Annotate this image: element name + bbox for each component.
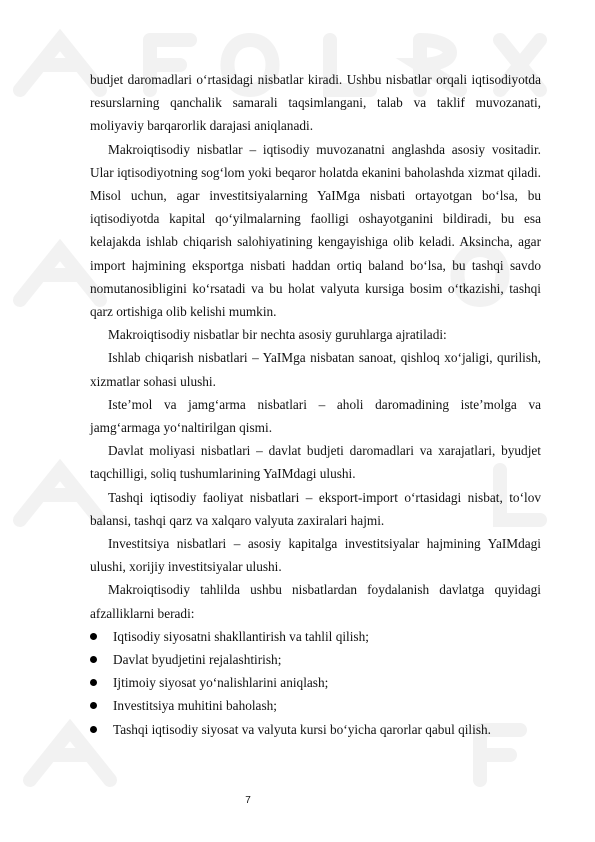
paragraph-macro-ratios-role: Makroiqtisodiy nisbatlar – iqtisodiy muvozanatni anglashda asosiy vositadir. Ular iqtisodiyotning sog‘lom yoki beqaror holatda ekanini baholashda xizmat qiladi. Misol uchun, agar investitsiyalarning YaIMga nisbati ortayotgan bo‘lsa, bu iqtisodiyotda kapital qo‘yilmalarning faolligi oshayotganini bildiradi, bu esa kelajakda ishlab chiqarish salohiyatining kengayishiga olib keladi. Aksincha, agar import hajmining eksportga nisbati haddan ortiq baland bo‘lsa, bu tashqi savdo nomutanosibligini ko‘rsatadi va bu holat valyuta kursiga bosim o‘tkazishi, tashqi qarz ortishiga olib kelishi mumkin. — [90, 141, 541, 320]
paragraph-production-ratios: Ishlab chiqarish nisbatlari – YaIMga nisbatan sanoat, qishloq xo‘jaligi, qurilish, xizmatlar sohasi ulushi. — [90, 350, 541, 389]
bullet-icon — [90, 726, 97, 733]
list-item-text: Investitsiya muhitini baholash; — [113, 698, 277, 714]
paragraph-investment-ratios: Investitsiya nisbatlari – asosiy kapitalga investitsiyalar hajmining YaIMdagi ulushi, xorijiy investitsiyalar ulushi. — [90, 536, 541, 575]
list-item-text: Iqtisodiy siyosatni shakllantirish va tahlil qilish; — [113, 628, 369, 644]
bullet-icon — [90, 679, 97, 686]
paragraph-groups-intro: Makroiqtisodiy nisbatlar bir nechta asosiy guruhlarga ajratiladi: — [108, 327, 447, 343]
list-item — [90, 671, 541, 694]
list-item — [90, 625, 541, 648]
paragraph-advantages-intro: Makroiqtisodiy tahlilda ushbu nisbatlardan foydalanish davlatga quyidagi afzalliklarni beradi: — [90, 582, 541, 621]
document-body — [90, 68, 541, 741]
bullet-icon — [90, 702, 97, 709]
paragraph-consumption-ratios: Iste’mol va jamg‘arma nisbatlari – aholi daromadining iste’molga va jamg‘armaga yo‘naltirilgan qismi. — [90, 396, 541, 436]
list-item-text: Ijtimoiy siyosat yo‘nalishlarini aniqlash; — [113, 675, 329, 691]
list-item — [90, 718, 541, 741]
bullet-icon — [90, 656, 97, 663]
paragraph-continued: budjet daromadlari o‘rtasidagi nisbatlar kiradi. Ushbu nisbatlar orqali iqtisodiyotda resurslarning qanchalik samarali taqsimlangani, talab va taklif muvozanati, moliyaviy barqarorlik darajasi aniqlanadi. — [90, 72, 541, 134]
paragraph-public-finance-ratios: Davlat moliyasi nisbatlari – davlat budjeti daromadlari va xarajatlari, byudjet taqchilligi, soliq tushumlarining YaIMdagi ulushi. — [90, 443, 541, 482]
advantages-list — [90, 625, 541, 741]
list-item — [90, 694, 541, 717]
list-item-text: Tashqi iqtisodiy siyosat va valyuta kursi bo‘yicha qarorlar qabul qilish. — [113, 721, 491, 737]
paragraph-foreign-trade-ratios: Tashqi iqtisodiy faoliyat nisbatlari – eksport-import o‘rtasidagi nisbat, to‘lov balansi, tashqi qarz va xalqaro valyuta zaxiralari hajmi. — [90, 489, 541, 528]
page-number: 7 — [245, 795, 251, 806]
list-item — [90, 648, 541, 671]
list-item-text: Davlat byudjetini rejalashtirish; — [113, 652, 282, 668]
bullet-icon — [90, 633, 97, 640]
